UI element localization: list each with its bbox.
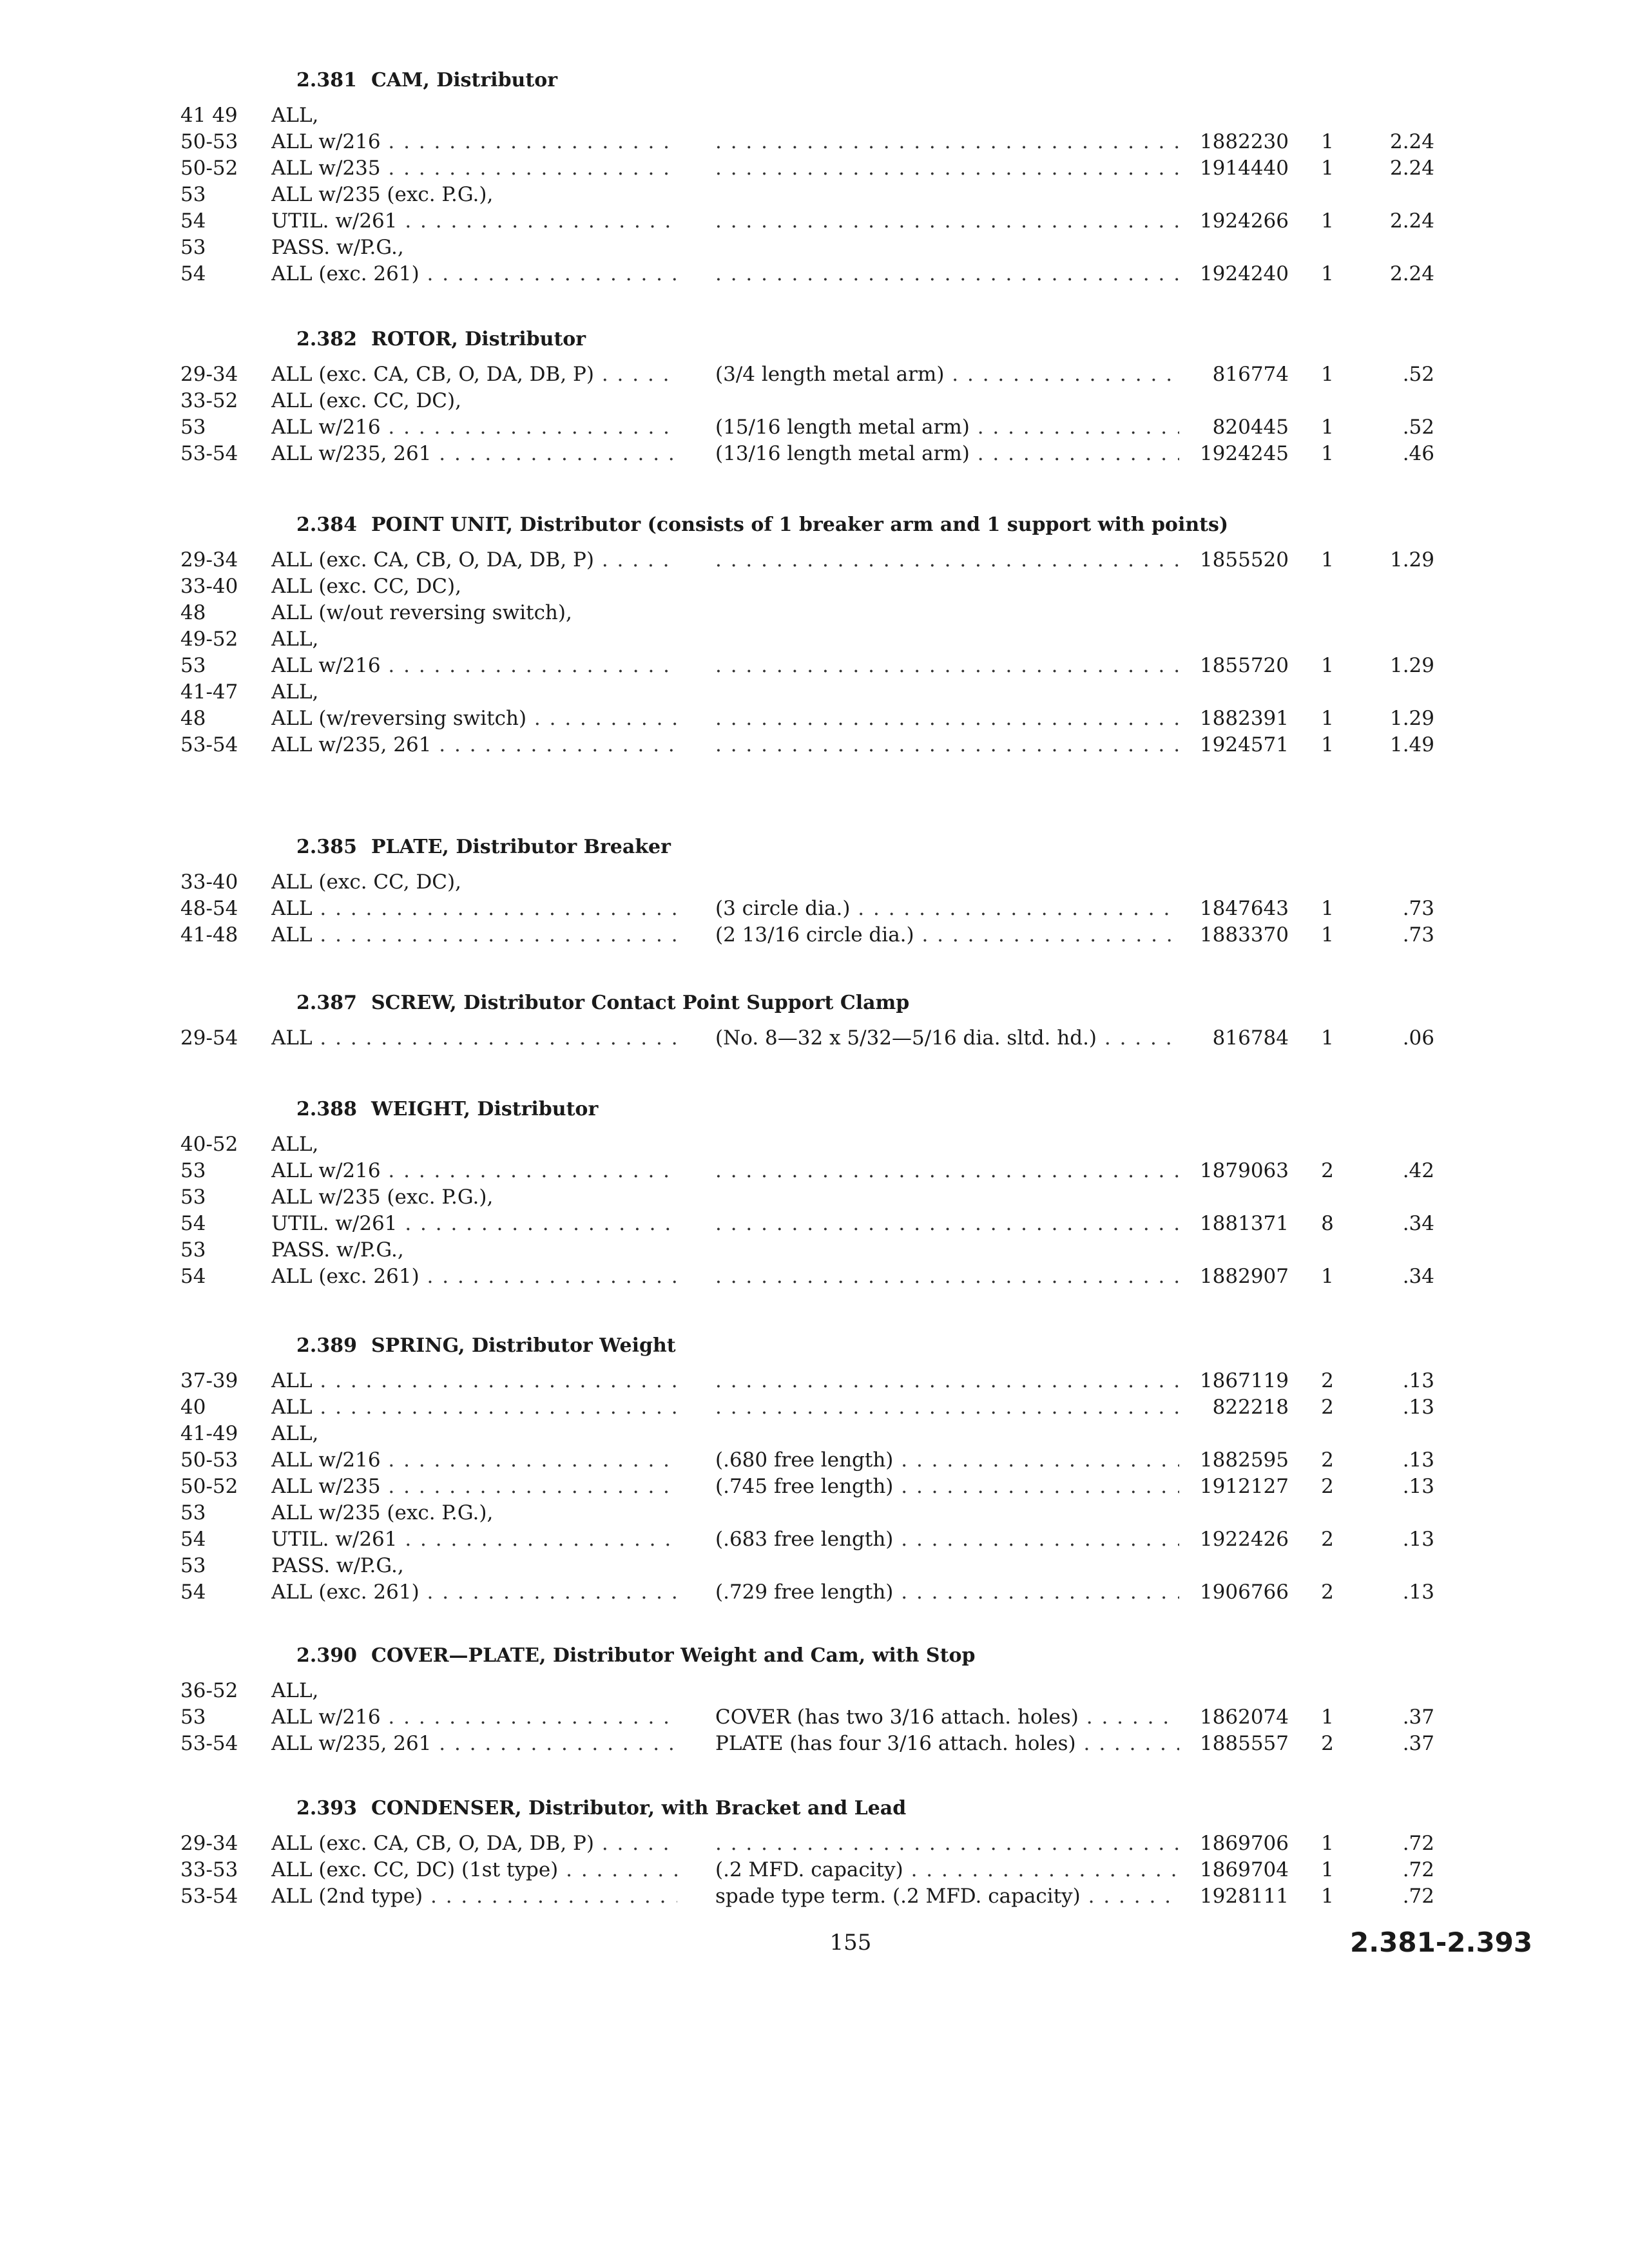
quantity: 1 bbox=[1321, 733, 1334, 756]
list-price: .13 bbox=[1402, 1448, 1434, 1472]
model-years: 53 bbox=[180, 1706, 206, 1729]
model-years: 53-54 bbox=[180, 442, 238, 465]
list-price: 1.29 bbox=[1389, 654, 1434, 677]
part-description bbox=[715, 208, 1179, 235]
part-row bbox=[0, 1394, 1629, 1421]
part-description: (.680 free length) . . . bbox=[715, 1447, 1179, 1474]
part-number: 1879063 bbox=[1199, 1159, 1289, 1182]
part-row bbox=[0, 414, 1629, 441]
section-range: 2.381-2.393 bbox=[1350, 1927, 1533, 1958]
quantity: 2 bbox=[1321, 1448, 1334, 1472]
part-row bbox=[0, 1678, 1629, 1704]
part-description: (.745 free length) . . . bbox=[715, 1474, 1179, 1500]
quantity: 2 bbox=[1321, 1732, 1334, 1755]
quantity: 1 bbox=[1321, 416, 1334, 439]
quantity: 1 bbox=[1321, 262, 1334, 285]
model-application: ALL (exc. 261) . . . bbox=[271, 261, 677, 287]
quantity: 2 bbox=[1321, 1396, 1334, 1419]
part-row bbox=[0, 102, 1629, 129]
part-number: 1922426 bbox=[1199, 1528, 1289, 1551]
part-row bbox=[0, 1857, 1629, 1883]
model-years: 36-52 bbox=[180, 1679, 238, 1702]
part-number: 816774 bbox=[1212, 363, 1289, 386]
catalog-section bbox=[0, 327, 1629, 467]
quantity: 1 bbox=[1321, 707, 1334, 730]
quantity: 1 bbox=[1321, 654, 1334, 677]
quantity: 1 bbox=[1321, 130, 1334, 153]
quantity: 1 bbox=[1321, 157, 1334, 180]
quantity: 1 bbox=[1321, 209, 1334, 233]
section-number: 2.381 bbox=[296, 69, 357, 91]
section-title bbox=[296, 990, 1244, 1016]
part-number: 1855720 bbox=[1199, 654, 1289, 677]
model-application: ALL (exc. CC, DC), bbox=[271, 389, 461, 412]
quantity: 2 bbox=[1321, 1369, 1334, 1392]
part-row bbox=[0, 679, 1629, 706]
part-description bbox=[715, 1394, 1179, 1421]
quantity: 2 bbox=[1321, 1475, 1334, 1498]
model-application: ALL, bbox=[271, 628, 319, 651]
part-number: 1882391 bbox=[1199, 707, 1289, 730]
part-number: 1924240 bbox=[1199, 262, 1289, 285]
model-application: ALL w/216 . . . bbox=[271, 1704, 677, 1731]
model-years: 49-52 bbox=[180, 628, 238, 651]
part-number: 1928111 bbox=[1199, 1885, 1289, 1908]
model-application: ALL (exc. 261) . . . bbox=[271, 1264, 677, 1290]
model-application: ALL . . . bbox=[271, 1394, 677, 1421]
model-years: 50-53 bbox=[180, 130, 238, 153]
section-heading: SPRING, Distributor Weight bbox=[371, 1334, 676, 1357]
part-row bbox=[0, 732, 1629, 758]
part-row bbox=[0, 182, 1629, 208]
model-application: ALL w/235 . . . bbox=[271, 1474, 677, 1500]
part-number: 1882595 bbox=[1199, 1448, 1289, 1472]
part-number: 820445 bbox=[1212, 416, 1289, 439]
model-application: ALL w/235, 261 . . . bbox=[271, 1731, 677, 1757]
model-application: ALL . . . bbox=[271, 1025, 677, 1052]
section-number: 2.388 bbox=[296, 1098, 357, 1120]
model-application: UTIL. w/261 . . . bbox=[271, 208, 677, 235]
part-row bbox=[0, 361, 1629, 388]
section-title bbox=[296, 1643, 1244, 1669]
section-number: 2.387 bbox=[296, 992, 357, 1014]
part-row bbox=[0, 1526, 1629, 1553]
model-years: 33-53 bbox=[180, 1858, 238, 1881]
part-description bbox=[715, 1831, 1179, 1857]
catalog-section bbox=[0, 1097, 1629, 1290]
model-application: PASS. w/P.G., bbox=[271, 236, 404, 259]
part-description: (3 circle dia.) . . . bbox=[715, 896, 1179, 922]
part-number: 1912127 bbox=[1199, 1475, 1289, 1498]
part-row bbox=[0, 1184, 1629, 1211]
model-years: 41-47 bbox=[180, 680, 238, 704]
part-row bbox=[0, 1421, 1629, 1447]
list-price: .13 bbox=[1402, 1475, 1434, 1498]
part-row bbox=[0, 1131, 1629, 1158]
part-row bbox=[0, 208, 1629, 235]
part-description: (3/4 length metal arm) . . . bbox=[715, 361, 1179, 388]
model-application: ALL . . . bbox=[271, 896, 677, 922]
part-row bbox=[0, 235, 1629, 261]
model-application: ALL, bbox=[271, 1679, 319, 1702]
model-years: 29-34 bbox=[180, 548, 238, 572]
part-description bbox=[715, 129, 1179, 155]
quantity: 1 bbox=[1321, 1026, 1334, 1050]
quantity: 1 bbox=[1321, 363, 1334, 386]
part-number: 1881371 bbox=[1199, 1212, 1289, 1235]
model-application: ALL w/235 (exc. P.G.), bbox=[271, 1186, 494, 1209]
model-years: 54 bbox=[180, 262, 206, 285]
model-application: ALL (w/reversing switch) . . . bbox=[271, 706, 677, 732]
part-row bbox=[0, 1831, 1629, 1857]
part-description bbox=[715, 547, 1179, 573]
model-years: 53 bbox=[180, 1501, 206, 1524]
model-years: 50-53 bbox=[180, 1448, 238, 1472]
part-row bbox=[0, 1025, 1629, 1052]
model-application: ALL w/216 . . . bbox=[271, 1447, 677, 1474]
section-heading: ROTOR, Distributor bbox=[371, 328, 586, 351]
model-years: 33-40 bbox=[180, 575, 238, 598]
list-price: .13 bbox=[1402, 1528, 1434, 1551]
model-application: ALL, bbox=[271, 1422, 319, 1445]
list-price: .52 bbox=[1402, 363, 1434, 386]
section-title bbox=[296, 1097, 1244, 1122]
catalog-section bbox=[0, 1333, 1629, 1606]
model-application: ALL w/235, 261 . . . bbox=[271, 732, 677, 758]
part-row bbox=[0, 388, 1629, 414]
list-price: .42 bbox=[1402, 1159, 1434, 1182]
catalog-section bbox=[0, 1796, 1629, 1910]
page-number: 155 bbox=[829, 1930, 872, 1956]
model-application: ALL (exc. CA, CB, O, DA, DB, P) . . . bbox=[271, 361, 677, 388]
list-price: 1.29 bbox=[1389, 548, 1434, 572]
part-description bbox=[715, 653, 1179, 679]
model-application: ALL, bbox=[271, 1133, 319, 1156]
part-description: (2 13/16 circle dia.) . . . bbox=[715, 922, 1179, 948]
list-price: .06 bbox=[1402, 1026, 1434, 1050]
part-row bbox=[0, 896, 1629, 922]
part-description bbox=[715, 1211, 1179, 1237]
list-price: 2.24 bbox=[1389, 157, 1434, 180]
catalog-section bbox=[0, 990, 1629, 1052]
list-price: .37 bbox=[1402, 1706, 1434, 1729]
part-description bbox=[715, 732, 1179, 758]
model-application: PASS. w/P.G., bbox=[271, 1238, 404, 1262]
part-description: (13/16 length metal arm) . . . bbox=[715, 441, 1179, 467]
part-row bbox=[0, 1264, 1629, 1290]
part-row bbox=[0, 1579, 1629, 1606]
list-price: 2.24 bbox=[1389, 262, 1434, 285]
section-heading: POINT UNIT, Distributor (consists of 1 breaker arm and 1 support with points) bbox=[371, 514, 1229, 536]
model-years: 54 bbox=[180, 1581, 206, 1604]
list-price: .72 bbox=[1402, 1858, 1434, 1881]
part-number: 1869704 bbox=[1199, 1858, 1289, 1881]
part-description: (.729 free length) . . . bbox=[715, 1579, 1179, 1606]
catalog-section bbox=[0, 68, 1629, 287]
quantity: 1 bbox=[1321, 548, 1334, 572]
model-years: 53 bbox=[180, 1238, 206, 1262]
model-years: 54 bbox=[180, 209, 206, 233]
part-description bbox=[715, 261, 1179, 287]
model-years: 41-48 bbox=[180, 923, 238, 947]
model-years: 54 bbox=[180, 1265, 206, 1288]
model-years: 29-34 bbox=[180, 1832, 238, 1855]
catalog-section bbox=[0, 1643, 1629, 1757]
model-years: 53-54 bbox=[180, 733, 238, 756]
model-application: ALL w/235 (exc. P.G.), bbox=[271, 1501, 494, 1524]
model-years: 53-54 bbox=[180, 1732, 238, 1755]
model-years: 48 bbox=[180, 601, 206, 624]
part-row bbox=[0, 1500, 1629, 1526]
part-description bbox=[715, 1368, 1179, 1394]
model-years: 41 49 bbox=[180, 104, 238, 127]
part-number: 1862074 bbox=[1199, 1706, 1289, 1729]
list-price: .52 bbox=[1402, 416, 1434, 439]
list-price: 1.49 bbox=[1389, 733, 1434, 756]
quantity: 1 bbox=[1321, 923, 1334, 947]
quantity: 2 bbox=[1321, 1581, 1334, 1604]
model-application: ALL (exc. CC, DC), bbox=[271, 870, 461, 894]
part-row bbox=[0, 1474, 1629, 1500]
model-years: 54 bbox=[180, 1528, 206, 1551]
list-price: 2.24 bbox=[1389, 209, 1434, 233]
part-row bbox=[0, 1447, 1629, 1474]
part-description: COVER (has two 3/16 attach. holes) . . . bbox=[715, 1704, 1179, 1731]
list-price: .34 bbox=[1402, 1265, 1434, 1288]
quantity: 1 bbox=[1321, 1265, 1334, 1288]
model-application: ALL w/235, 261 . . . bbox=[271, 441, 677, 467]
part-row bbox=[0, 1158, 1629, 1184]
part-row bbox=[0, 261, 1629, 287]
part-row bbox=[0, 155, 1629, 182]
list-price: .46 bbox=[1402, 442, 1434, 465]
quantity: 8 bbox=[1321, 1212, 1334, 1235]
part-row bbox=[0, 922, 1629, 948]
part-number: 1885557 bbox=[1199, 1732, 1289, 1755]
model-application: ALL (2nd type) . . . bbox=[271, 1883, 677, 1910]
section-heading: SCREW, Distributor Contact Point Support Clamp bbox=[371, 992, 910, 1014]
section-title bbox=[296, 512, 1244, 538]
model-application: ALL, bbox=[271, 104, 319, 127]
model-years: 53 bbox=[180, 236, 206, 259]
section-number: 2.390 bbox=[296, 1644, 357, 1667]
model-application: ALL . . . bbox=[271, 1368, 677, 1394]
part-row bbox=[0, 653, 1629, 679]
part-number: 822218 bbox=[1212, 1396, 1289, 1419]
model-years: 53 bbox=[180, 654, 206, 677]
part-row bbox=[0, 600, 1629, 626]
part-number: 1924571 bbox=[1199, 733, 1289, 756]
model-application: ALL (exc. 261) . . . bbox=[271, 1579, 677, 1606]
model-application: ALL (exc. CA, CB, O, DA, DB, P) . . . bbox=[271, 547, 677, 573]
part-row bbox=[0, 1553, 1629, 1579]
model-years: 37-39 bbox=[180, 1369, 238, 1392]
part-description: (.2 MFD. capacity) . . . bbox=[715, 1857, 1179, 1883]
part-description bbox=[715, 1264, 1179, 1290]
section-heading: CONDENSER, Distributor, with Bracket and Lead bbox=[371, 1797, 907, 1820]
part-description: (.683 free length) . . . bbox=[715, 1526, 1179, 1553]
part-row bbox=[0, 1368, 1629, 1394]
model-application: ALL w/216 . . . bbox=[271, 653, 677, 679]
model-years: 33-40 bbox=[180, 870, 238, 894]
model-years: 29-54 bbox=[180, 1026, 238, 1050]
model-years: 48-54 bbox=[180, 897, 238, 920]
catalog-section bbox=[0, 834, 1629, 948]
model-years: 33-52 bbox=[180, 389, 238, 412]
model-years: 40 bbox=[180, 1396, 206, 1419]
quantity: 1 bbox=[1321, 1885, 1334, 1908]
list-price: .13 bbox=[1402, 1581, 1434, 1604]
part-number: 1867119 bbox=[1199, 1369, 1289, 1392]
list-price: .72 bbox=[1402, 1885, 1434, 1908]
list-price: .73 bbox=[1402, 897, 1434, 920]
part-row bbox=[0, 441, 1629, 467]
section-title bbox=[296, 834, 1244, 860]
model-years: 50-52 bbox=[180, 157, 238, 180]
model-years: 53 bbox=[180, 1159, 206, 1182]
model-application: UTIL. w/261 . . . bbox=[271, 1211, 677, 1237]
model-years: 53 bbox=[180, 416, 206, 439]
model-years: 53 bbox=[180, 1554, 206, 1577]
section-number: 2.384 bbox=[296, 514, 357, 536]
model-application: ALL, bbox=[271, 680, 319, 704]
part-number: 1882907 bbox=[1199, 1265, 1289, 1288]
part-row bbox=[0, 1704, 1629, 1731]
part-number: 1924266 bbox=[1199, 209, 1289, 233]
section-number: 2.382 bbox=[296, 328, 357, 351]
section-number: 2.389 bbox=[296, 1334, 357, 1357]
list-price: .34 bbox=[1402, 1212, 1434, 1235]
section-number: 2.393 bbox=[296, 1797, 357, 1820]
model-application: ALL w/235 . . . bbox=[271, 155, 677, 182]
quantity: 2 bbox=[1321, 1528, 1334, 1551]
section-title bbox=[296, 1796, 1244, 1821]
part-description: PLATE (has four 3/16 attach. holes) . . . bbox=[715, 1731, 1179, 1757]
model-application: UTIL. w/261 . . . bbox=[271, 1526, 677, 1553]
list-price: .72 bbox=[1402, 1832, 1434, 1855]
part-number: 1883370 bbox=[1199, 923, 1289, 947]
part-row bbox=[0, 869, 1629, 896]
part-number: 1906766 bbox=[1199, 1581, 1289, 1604]
part-description bbox=[715, 1158, 1179, 1184]
section-heading: PLATE, Distributor Breaker bbox=[371, 836, 671, 858]
part-row bbox=[0, 547, 1629, 573]
model-years: 53 bbox=[180, 1186, 206, 1209]
quantity: 1 bbox=[1321, 1832, 1334, 1855]
part-row bbox=[0, 1211, 1629, 1237]
model-application: ALL (exc. CC, DC) (1st type) . . . bbox=[271, 1857, 677, 1883]
model-years: 50-52 bbox=[180, 1475, 238, 1498]
list-price: .13 bbox=[1402, 1369, 1434, 1392]
part-number: 1882230 bbox=[1199, 130, 1289, 153]
model-application: ALL w/235 (exc. P.G.), bbox=[271, 183, 494, 206]
part-number: 1924245 bbox=[1199, 442, 1289, 465]
quantity: 1 bbox=[1321, 897, 1334, 920]
model-application: ALL w/216 . . . bbox=[271, 414, 677, 441]
model-application: ALL (w/out reversing switch), bbox=[271, 601, 572, 624]
quantity: 1 bbox=[1321, 1706, 1334, 1729]
model-years: 41-49 bbox=[180, 1422, 238, 1445]
section-title bbox=[296, 1333, 1244, 1359]
part-description: (No. 8—32 x 5/32—5/16 dia. sltd. hd.) . . . bbox=[715, 1025, 1179, 1052]
model-years: 53 bbox=[180, 183, 206, 206]
section-title bbox=[296, 68, 1244, 93]
part-number: 816784 bbox=[1212, 1026, 1289, 1050]
section-heading: CAM, Distributor bbox=[371, 69, 558, 91]
part-row bbox=[0, 1731, 1629, 1757]
model-years: 40-52 bbox=[180, 1133, 238, 1156]
part-number: 1869706 bbox=[1199, 1832, 1289, 1855]
part-description bbox=[715, 706, 1179, 732]
list-price: 1.29 bbox=[1389, 707, 1434, 730]
quantity: 1 bbox=[1321, 1858, 1334, 1881]
part-row bbox=[0, 626, 1629, 653]
model-application: ALL w/216 . . . bbox=[271, 1158, 677, 1184]
part-description bbox=[715, 155, 1179, 182]
section-title bbox=[296, 327, 1244, 352]
part-description: spade type term. (.2 MFD. capacity) . . . bbox=[715, 1883, 1179, 1910]
model-years: 48 bbox=[180, 707, 206, 730]
section-heading: COVER—PLATE, Distributor Weight and Cam, with Stop bbox=[371, 1644, 976, 1667]
part-row bbox=[0, 1237, 1629, 1264]
section-heading: WEIGHT, Distributor bbox=[371, 1098, 599, 1120]
part-row bbox=[0, 706, 1629, 732]
quantity: 1 bbox=[1321, 442, 1334, 465]
section-number: 2.385 bbox=[296, 836, 357, 858]
model-years: 29-34 bbox=[180, 363, 238, 386]
model-years: 53-54 bbox=[180, 1885, 238, 1908]
quantity: 2 bbox=[1321, 1159, 1334, 1182]
part-row bbox=[0, 573, 1629, 600]
part-row bbox=[0, 129, 1629, 155]
part-row bbox=[0, 1883, 1629, 1910]
part-description: (15/16 length metal arm) . . . bbox=[715, 414, 1179, 441]
model-application: ALL w/216 . . . bbox=[271, 129, 677, 155]
catalog-section bbox=[0, 512, 1629, 758]
part-number: 1914440 bbox=[1199, 157, 1289, 180]
list-price: .13 bbox=[1402, 1396, 1434, 1419]
model-application: ALL (exc. CC, DC), bbox=[271, 575, 461, 598]
model-years: 54 bbox=[180, 1212, 206, 1235]
part-number: 1847643 bbox=[1199, 897, 1289, 920]
model-application: ALL . . . bbox=[271, 922, 677, 948]
list-price: .73 bbox=[1402, 923, 1434, 947]
list-price: 2.24 bbox=[1389, 130, 1434, 153]
part-number: 1855520 bbox=[1199, 548, 1289, 572]
model-application: ALL (exc. CA, CB, O, DA, DB, P) . . . bbox=[271, 1831, 677, 1857]
list-price: .37 bbox=[1402, 1732, 1434, 1755]
model-application: PASS. w/P.G., bbox=[271, 1554, 404, 1577]
